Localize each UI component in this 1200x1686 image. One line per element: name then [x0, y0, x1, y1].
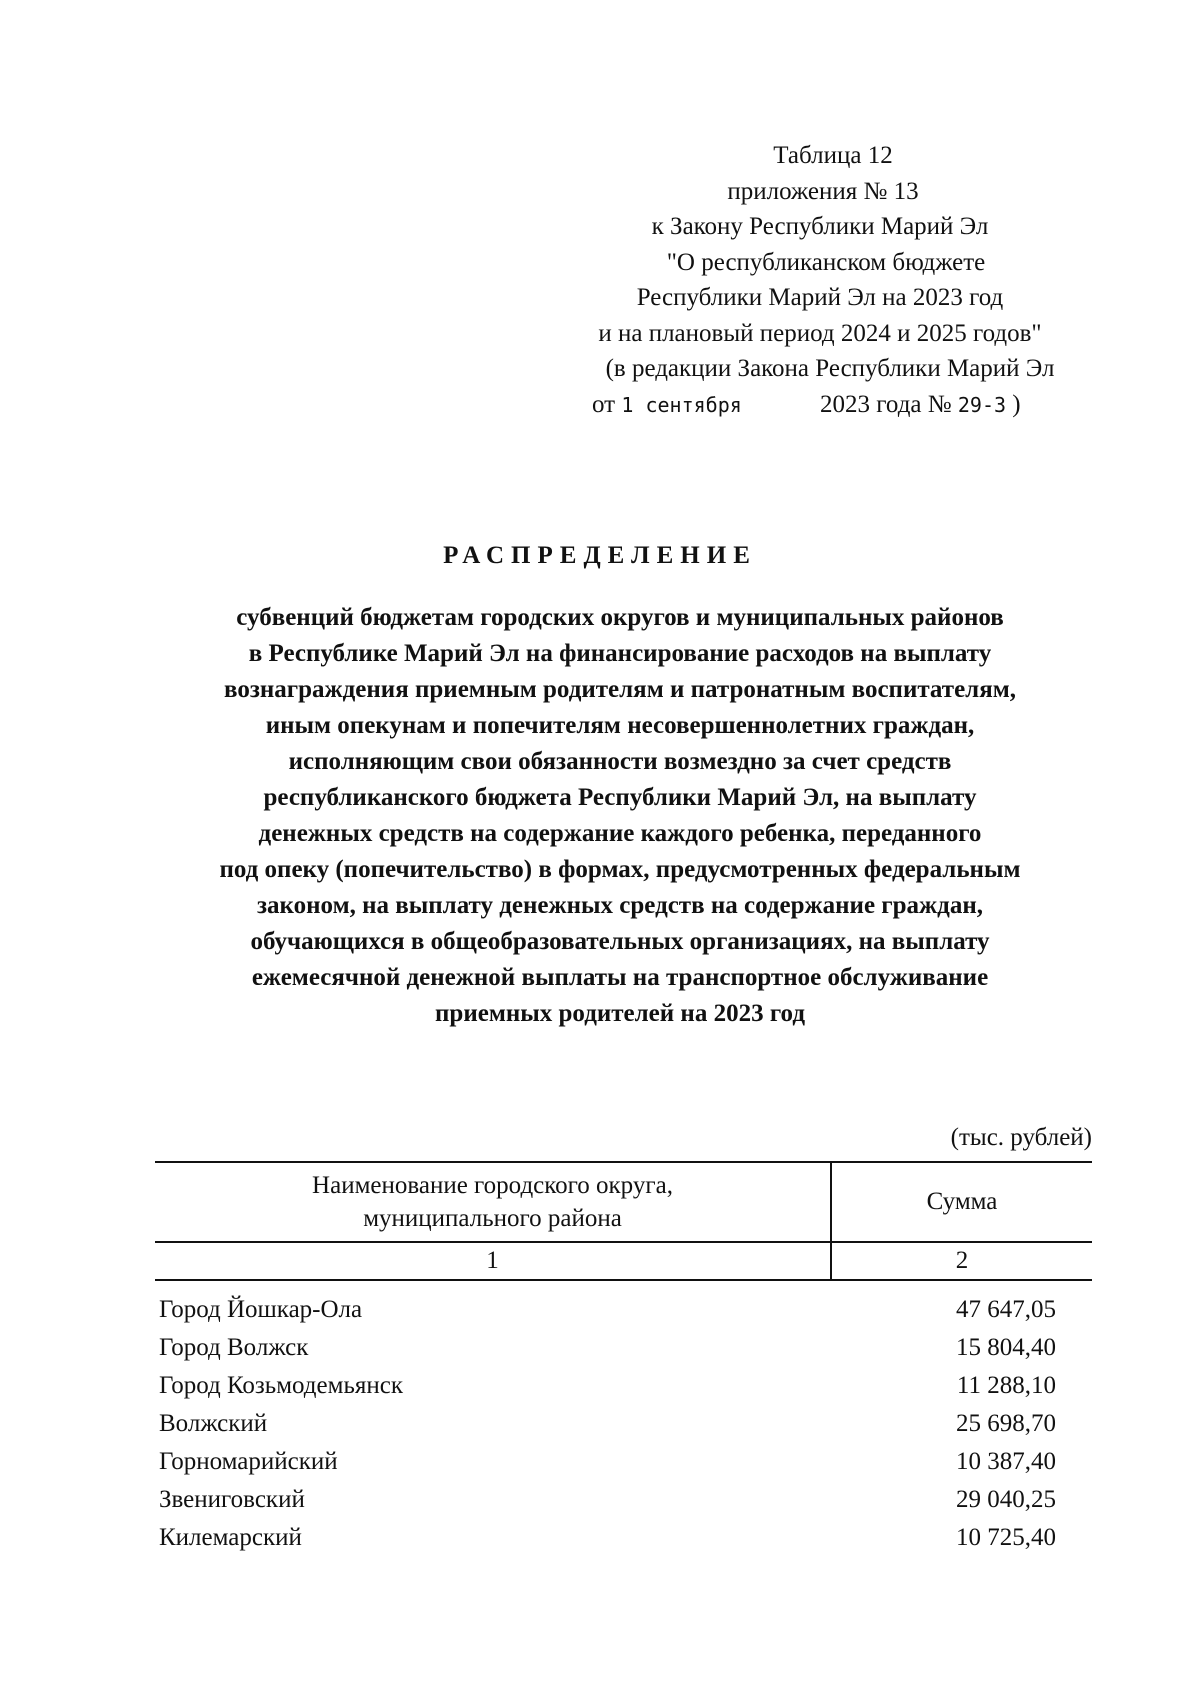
- header-name-column: [155, 1163, 832, 1241]
- document-title: РАСПРЕДЕЛЕНИЕ: [443, 542, 757, 569]
- district-name: Город Волжск: [159, 1334, 309, 1361]
- subtitle-line: денежных средств на содержание каждого ребенка, переданного: [258, 820, 982, 847]
- header-name-line-1: Наименование городского округа,: [312, 1172, 673, 1199]
- document-subtitle: [140, 600, 1100, 1032]
- subtitle-line: республиканского бюджета Республики Марий Эл, на выплату: [263, 784, 977, 811]
- table-row: [155, 1481, 1092, 1519]
- column-number-1: 1: [155, 1243, 832, 1279]
- subtitle-line: в Республике Марий Эл на финансирование расходов на выплату: [248, 640, 992, 667]
- table-row: [155, 1291, 1092, 1329]
- closing-paren: ): [1012, 390, 1021, 418]
- table-row: [155, 1443, 1092, 1481]
- law-reference: к Закону Республики Марий Эл: [651, 213, 989, 240]
- subtitle-line: ежемесячной денежной выплаты на транспортное обслуживание: [251, 964, 989, 991]
- table-row: [155, 1519, 1092, 1557]
- table-number: Таблица 12: [773, 142, 893, 169]
- district-sum: 10 387,40: [956, 1448, 1056, 1475]
- date-prefix: от: [592, 390, 616, 418]
- law-title-line-3: и на плановый период 2024 и 2025 годов": [598, 319, 1042, 347]
- revision-date-line: [520, 387, 1120, 424]
- subtitle-line: обучающихся в общеобразовательных организациях, на выплату: [250, 928, 990, 955]
- law-title-line-1: "О республиканском бюджете: [666, 248, 986, 276]
- subtitle-line: субвенций бюджетам городских округов и муниципальных районов: [236, 604, 1004, 631]
- district-name: Килемарский: [159, 1524, 302, 1551]
- district-sum: 29 040,25: [956, 1486, 1056, 1513]
- subtitle-line: исполняющим свои обязанности возмездно за счет средств: [288, 748, 952, 775]
- table-body: [155, 1291, 1092, 1557]
- distribution-table: [155, 1161, 1092, 1557]
- units-label: (тыс. рублей): [950, 1124, 1092, 1151]
- district-name: Город Йошкар-Ола: [159, 1296, 363, 1323]
- handwritten-date: 1 сентября: [621, 392, 742, 417]
- date-suffix: 2023 года №: [820, 390, 952, 418]
- column-number-2: 2: [955, 1247, 969, 1274]
- subtitle-line: под опеку (попечительство) в формах, предусмотренных федеральным: [219, 856, 1021, 883]
- handwritten-law-number: 29-З: [957, 392, 1007, 417]
- table-row: [155, 1367, 1092, 1405]
- district-sum: 47 647,05: [956, 1296, 1056, 1323]
- district-sum: 25 698,70: [956, 1410, 1056, 1437]
- law-title-line-2: Республики Марий Эл на 2023 год: [636, 284, 1004, 311]
- law-reference-block: [520, 138, 1120, 423]
- table-row: [155, 1329, 1092, 1367]
- appendix-number: приложения № 13: [727, 177, 919, 205]
- header-sum-column: Сумма: [926, 1188, 998, 1215]
- district-name: Звениговский: [159, 1486, 305, 1513]
- district-name: Горномарийский: [159, 1448, 338, 1475]
- table-header: [155, 1161, 1092, 1243]
- subtitle-line: приемных родителей на 2023 год: [435, 1000, 805, 1027]
- district-sum: 15 804,40: [956, 1334, 1056, 1361]
- subtitle-line: иным опекунам и попечителям несовершеннолетних граждан,: [265, 712, 975, 739]
- table-row: [155, 1405, 1092, 1443]
- subtitle-line: вознаграждения приемным родителям и патронатным воспитателям,: [224, 676, 1016, 703]
- subtitle-line: законом, на выплату денежных средств на содержание граждан,: [257, 892, 983, 919]
- district-name: Волжский: [159, 1410, 268, 1437]
- district-sum: 10 725,40: [956, 1524, 1056, 1551]
- district-name: Город Козьмодемьянск: [159, 1372, 403, 1399]
- header-name-line-2: муниципального района: [363, 1205, 622, 1232]
- district-sum: 11 288,10: [956, 1372, 1056, 1399]
- revision-note: (в редакции Закона Республики Марий Эл: [605, 355, 1055, 382]
- column-number-row: [155, 1243, 1092, 1281]
